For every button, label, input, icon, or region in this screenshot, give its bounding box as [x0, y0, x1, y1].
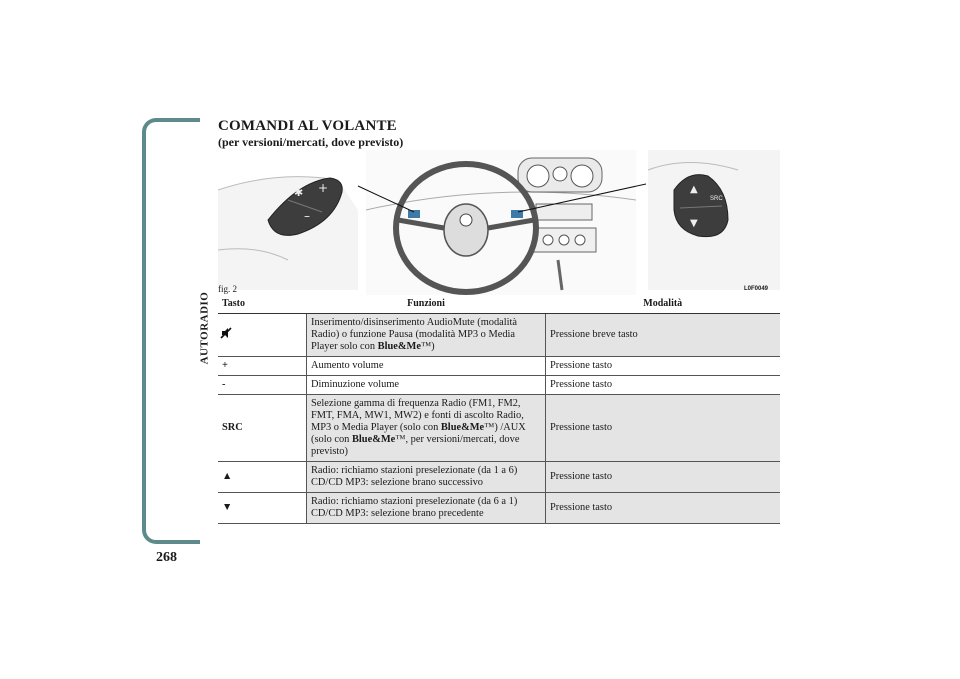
cell-tasto — [218, 376, 307, 395]
cell-tasto — [218, 493, 307, 524]
brand-name: Blue&Me — [440, 422, 485, 433]
cell-funzioni: Diminuzione volume — [307, 376, 546, 395]
left-controls-inset — [218, 177, 358, 290]
down-arrow-icon: ▼ — [222, 502, 233, 513]
controls-table — [218, 294, 780, 524]
cell-funzioni: Aumento volume — [307, 357, 546, 376]
cell-modalita: Pressione tasto — [546, 462, 781, 493]
cell-tasto — [218, 462, 307, 493]
figure-label: fig. 2 — [218, 284, 237, 294]
table-header-row — [218, 294, 780, 314]
key-label: SRC — [222, 422, 243, 433]
table-row — [218, 493, 780, 524]
src-button-label: SRC — [710, 196, 723, 202]
cell-modalita: Pressione tasto — [546, 376, 781, 395]
brand-name: Blue&Me — [351, 434, 396, 445]
header-modalita: Modalità — [546, 294, 781, 314]
cell-funzioni: Radio: richiamo stazioni preselezionate (da 1 a 6) CD/CD MP3: selezione brano successivo — [307, 462, 546, 493]
cell-tasto — [218, 395, 307, 462]
cell-modalita: Pressione tasto — [546, 493, 781, 524]
table-row — [218, 462, 780, 493]
section-subtitle: (per versioni/mercati, dove previsto) — [218, 135, 404, 149]
key-label: - — [222, 379, 226, 390]
header-funzioni: Funzioni — [307, 294, 546, 314]
cell-funzioni: Inserimento/disinserimento AudioMute (modalità Radio) o funzione Pausa (modalità MP3 o Media Player solo con Blue&Me™) — [307, 314, 546, 357]
svg-text:✱: ✱ — [294, 186, 304, 199]
cell-modalita: Pressione tasto — [546, 395, 781, 462]
figure-code: L0F0049 — [744, 286, 769, 292]
cell-funzioni: Selezione gamma di frequenza Radio (FM1, FM2, FMT, FMA, MW1, MW2) e fonti di ascolto Radio, MP3 o Media Player (solo con Blue&Me™) /AUX (solo con Blue&Me™, per versioni/mercati, dove previsto) — [307, 395, 546, 462]
cell-tasto — [218, 314, 307, 357]
cell-modalita: Pressione tasto — [546, 357, 781, 376]
key-label: + — [222, 360, 228, 371]
brand-name: Blue&Me — [377, 341, 421, 352]
mute-icon — [220, 327, 232, 339]
cell-funzioni: Radio: richiamo stazioni preselezionate (da 6 a 1) CD/CD MP3: selezione brano precedente — [307, 493, 546, 524]
table-row — [218, 357, 780, 376]
svg-text:▲: ▲ — [690, 184, 698, 195]
table-row — [218, 395, 780, 462]
cell-modalita: Pressione breve tasto — [546, 314, 781, 357]
dashboard-centre — [358, 150, 646, 295]
chapter-label: AUTORADIO — [198, 291, 211, 365]
page-number: 268 — [156, 550, 177, 565]
up-arrow-icon: ▲ — [222, 471, 233, 482]
chapter-tab — [190, 291, 211, 365]
section-title: COMANDI AL VOLANTE — [218, 118, 397, 134]
steering-wheel-illustration — [218, 150, 780, 295]
header-tasto: Tasto — [218, 294, 307, 314]
svg-text:▼: ▼ — [690, 218, 698, 229]
right-controls-inset — [648, 150, 780, 290]
svg-text:+: + — [318, 181, 329, 195]
svg-text:–: – — [304, 209, 310, 223]
table-row — [218, 376, 780, 395]
cell-tasto — [218, 357, 307, 376]
table-row — [218, 314, 780, 357]
